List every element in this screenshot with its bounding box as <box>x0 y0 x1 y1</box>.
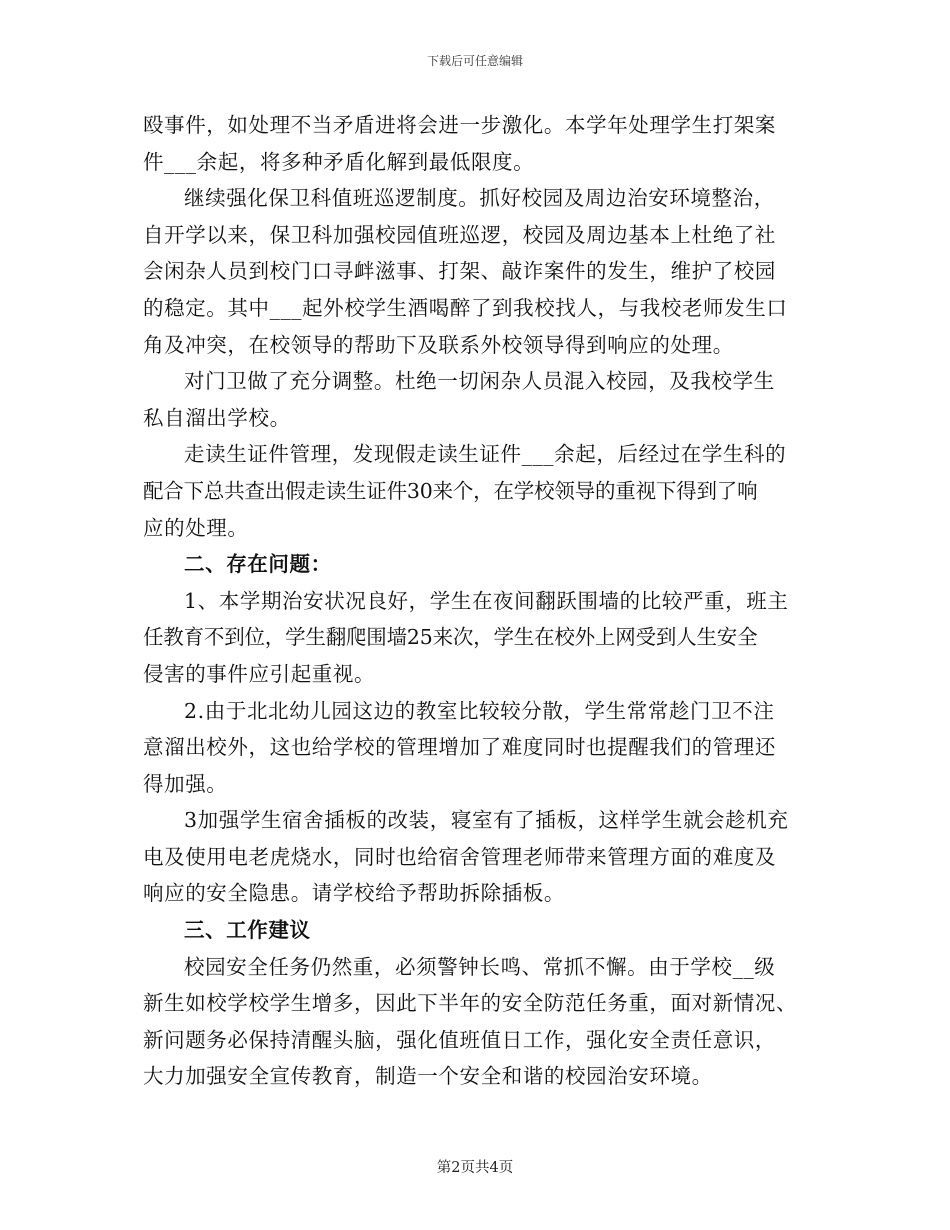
paragraph-line: 对门卫做了充分调整。杜绝一切闲杂人员混入校园，及我校学生 <box>184 369 775 394</box>
section-heading: 三、工作建议 <box>184 918 311 943</box>
paragraph-line: 2.由于北北幼儿园这边的教室比较较分散，学生常常趁门卫不注 <box>184 698 775 723</box>
paragraph-line: 配合下总共查出假走读生证件30来个，在学校领导的重视下得到了响 <box>143 478 758 503</box>
paragraph-line: 走读生证件管理，发现假走读生证件___余起，后经过在学生科的 <box>184 442 787 467</box>
paragraph-line: 3加强学生宿舍插板的改装，寝室有了插板，这样学生就会趁机充 <box>184 808 789 833</box>
paragraph-line: 应的处理。 <box>143 515 249 540</box>
paragraph-line: 侵害的事件应引起重视。 <box>143 661 376 686</box>
paragraph-line: 电及使用电老虎烧水，同时也给宿舍管理老师带来管理方面的难度及 <box>143 844 776 869</box>
paragraph-line: 角及冲突，在校领导的帮助下及联系外校领导得到响应的处理。 <box>143 332 734 357</box>
paragraph-line: 任教育不到位，学生翻爬围墙25来次，学生在校外上网受到人生安全 <box>143 625 758 650</box>
paragraph-line: 自开学以来，保卫科加强校园值班巡逻，校园及周边基本上杜绝了社 <box>143 222 776 247</box>
paragraph-line: 1、本学期治安状况良好，学生在夜间翻跃围墙的比较严重，班主 <box>184 588 789 613</box>
paragraph-line: 新生如校学校学生增多，因此下半年的安全防范任务重，面对新情况、 <box>143 991 798 1016</box>
paragraph-line: 件___余起，将多种矛盾化解到最低限度。 <box>143 149 535 174</box>
page-header: 下载后可任意编辑 <box>426 54 523 68</box>
paragraph-line: 会闲杂人员到校门口寻衅滋事、打架、敲诈案件的发生，维护了校园 <box>143 259 776 284</box>
paragraph-line: 继续强化保卫科值班巡逻制度。抓好校园及周边治安环境整治， <box>184 186 775 211</box>
paragraph-line: 新问题务必保持清醒头脑，强化值班值日工作，强化安全责任意识， <box>143 1027 776 1052</box>
section-heading: 二、存在问题： <box>184 552 332 577</box>
paragraph-line: 大力加强安全宣传教育，制造一个安全和谐的校园治安环境。 <box>143 1064 713 1089</box>
paragraph-line: 响应的安全隐患。请学校给予帮助拆除插板。 <box>143 881 565 906</box>
paragraph-line: 私自溜出学校。 <box>143 405 291 430</box>
page-number: 第2页共4页 <box>436 1160 514 1176</box>
document-body <box>143 107 811 1095</box>
paragraph-line: 殴事件，如处理不当矛盾进将会进一步激化。本学年处理学生打架案 <box>143 113 776 137</box>
paragraph-line: 的稳定。其中___起外校学生酒喝醉了到我校找人，与我校老师发生口 <box>143 295 788 320</box>
paragraph-line: 得加强。 <box>143 771 228 796</box>
paragraph-line: 意溜出校外，这也给学校的管理增加了难度同时也提醒我们的管理还 <box>143 735 776 760</box>
paragraph-line: 校园安全任务仍然重，必须警钟长鸣、常抓不懈。由于学校__级 <box>184 954 776 979</box>
